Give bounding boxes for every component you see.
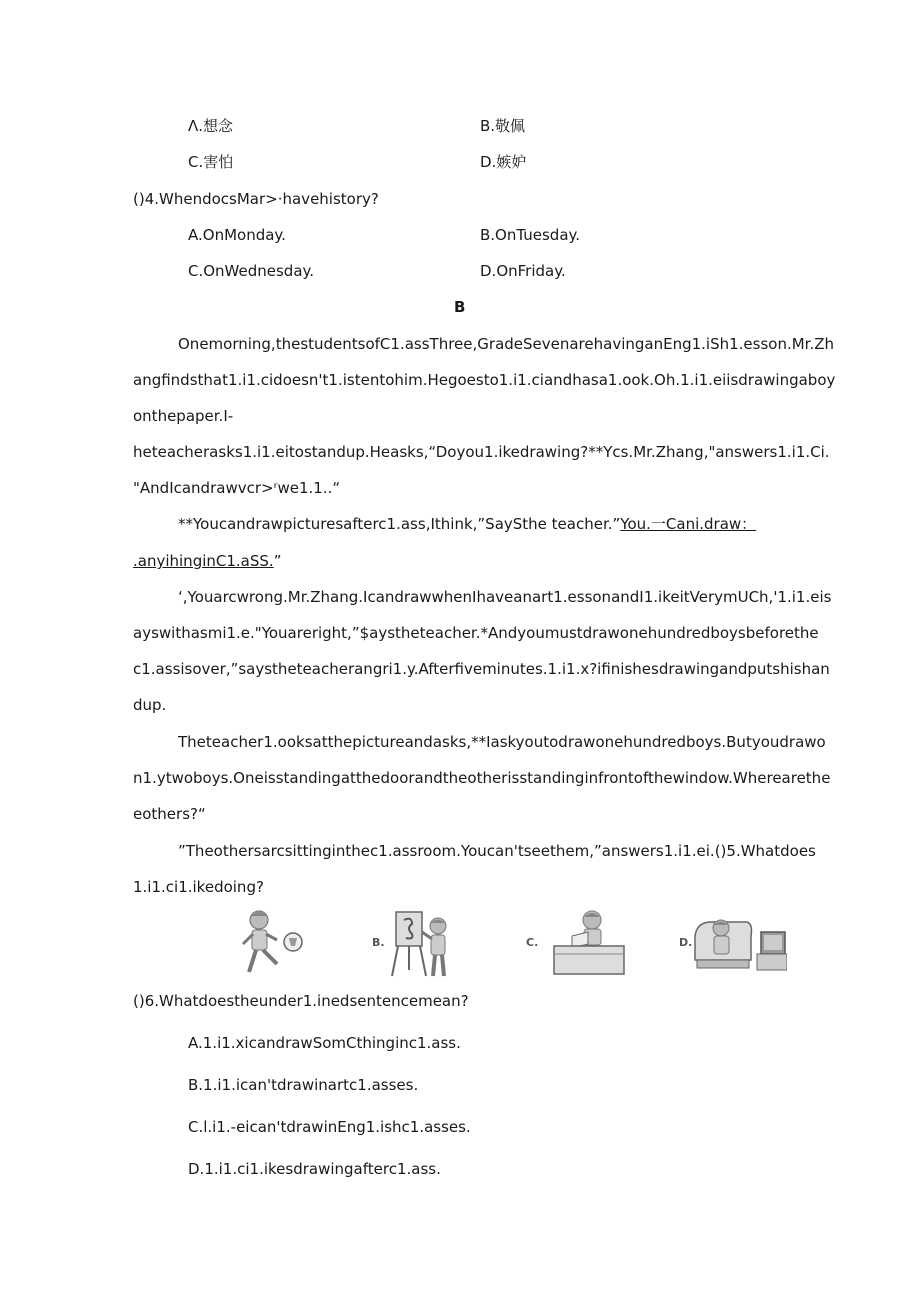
picture-label-d: D. (679, 936, 693, 949)
picture-football (237, 906, 309, 982)
passage-line: angfindsthat1.i1.cidoesn't1.istentohim.Hegoesto1.i1.ciandhasa1.ook.Oh.1.i1.eiisdrawingaboy (133, 371, 836, 389)
passage-line: "AndIcandrawvcr>ʳwe1.1..“ (133, 479, 341, 497)
passage-line: ”Theothersarcsittinginthec1.assroom.Youcan'tseethem,”answers1.i1.ei.()5.Whatdoes (178, 842, 816, 860)
q5-pictures (237, 906, 787, 984)
passage-line: ayswithasmi1.e."Youareright,”$aystheteacher.*Andyoumustdrawonehundredboysbeforethe (133, 624, 819, 642)
q4-option-c: C.OnWednesday. (188, 262, 315, 280)
passage-line: Onemorning,thestudentsofC1.assThree,GradeSevenarehavinganEng1.iSh1.esson.Mr.Zh (178, 335, 835, 353)
picture-reading (514, 906, 629, 982)
passage-line (133, 551, 281, 571)
q6-option-b: B.1.i1.ican'tdrawinartc1.asses. (188, 1076, 419, 1094)
q6-option-d: D.1.i1.ci1.ikesdrawingafterc1.ass. (188, 1160, 441, 1178)
passage-line (178, 514, 756, 534)
passage-line: heteacherasks1.i1.eitostandup.Heasks,“Doyou1.ikedrawing?**Ycs.Mr.Zhang,"answers1.i1.Ci. (133, 443, 830, 461)
underlined-sentence: You.一Cani.draw： (620, 515, 757, 533)
q6-question: ()6.Whatdoestheunder1.inedsentencemean? (133, 992, 469, 1010)
q4-option-d: D.OnFriday. (480, 262, 566, 280)
passage-line: eothers?“ (133, 805, 206, 823)
passage-text: **Youcandrawpicturesafterc1.ass,Ithink,”SaySthe teacher.” (178, 515, 621, 533)
picture-drawing (362, 906, 460, 982)
passage-line: 1.i1.ci1.ikedoing? (133, 878, 264, 896)
q3-option-a: Λ.想念 (188, 117, 234, 135)
section-heading: B (454, 298, 466, 316)
q6-option-c: C.l.i1.-eican'tdrawinEng1.ishc1.asses. (188, 1118, 471, 1136)
q3-option-d: D.嫉妒 (480, 153, 527, 171)
underlined-sentence-cont: .anyihinginC1.aSS. (133, 552, 274, 570)
picture-tv (667, 906, 787, 982)
passage-line: c1.assisover,”saystheteacherangri1.y.Afterfiveminutes.1.i1.x?ifinishesdrawingandputshishan (133, 660, 830, 678)
q4-question: ()4.WhendocsMar>·havehistory? (133, 190, 379, 208)
q4-option-b: B.OnTuesday. (480, 226, 581, 244)
passage-line: dup. (133, 696, 167, 714)
passage-line: onthepaper.I- (133, 407, 234, 425)
passage-line: ‘,Youarcwrong.Mr.Zhang.IcandrawwhenIhaveanart1.essonandI1.ikeitVerymUCh,'1.i1.eis (178, 588, 832, 606)
picture-label-b: B. (372, 936, 385, 949)
passage-line: n1.ytwoboys.Oneisstandingatthedoorandtheotherisstandinginfrontofthewindow.Wherearethe (133, 769, 831, 787)
q3-option-c: C.害怕 (188, 153, 234, 171)
q6-option-a: A.1.i1.xicandrawSomCthinginc1.ass. (188, 1034, 461, 1052)
picture-label-c: C. (526, 936, 539, 949)
q4-option-a: A.OnMonday. (188, 226, 286, 244)
passage-line: Theteacher1.ooksatthepictureandasks,**Iaskyoutodrawonehundredboys.Butyoudrawo (178, 733, 826, 751)
passage-text: ” (273, 552, 282, 570)
q3-option-b: B.敬佩 (480, 117, 526, 135)
